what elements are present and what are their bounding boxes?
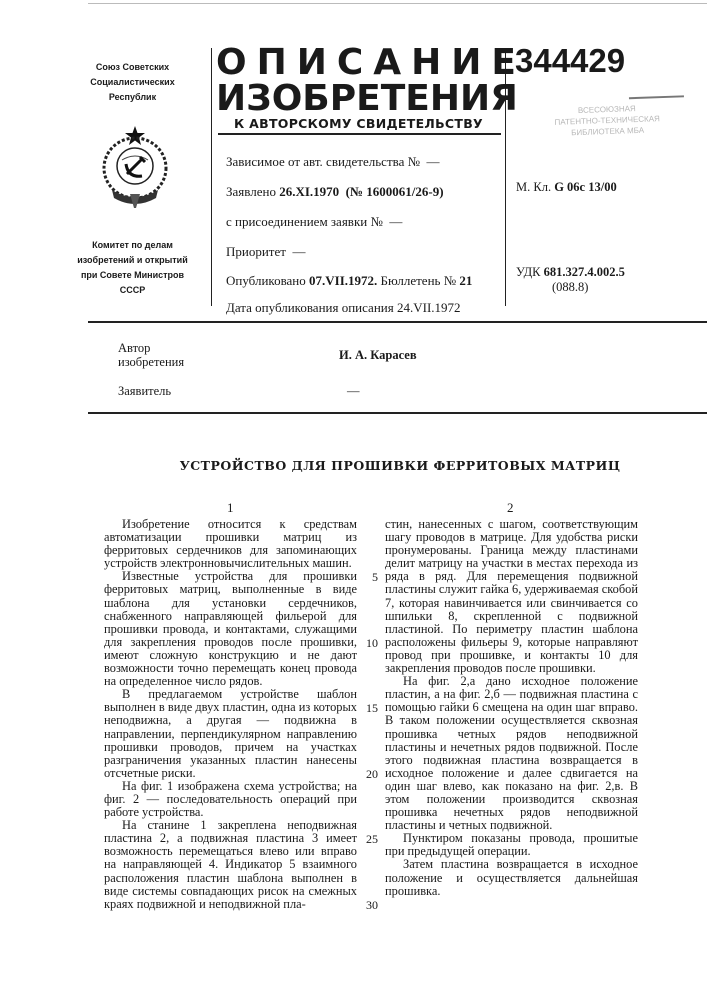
state-label-line: Союз Советских: [60, 60, 205, 75]
paragraph: На фиг. 2,а дано исходное положение пластин, а на фиг. 2,б — подвижная пластина с помощью гайки 6 смещена на один шаг вправо. В таком положении осуществляется сквозная прошивка четных рядов неподвижной пластины и нечетных рядов подвижной. После этого подвижная пластина возвращается в исходное положение и далее сдвигается на один шаг влево, как показано на фиг. 2,в. В этом положении производится сквозная прошивка нечетных рядов неподвижной пластины и четных подвижной.: [385, 675, 638, 832]
bulletin-number: 21: [459, 273, 472, 288]
udc-label: УДК: [516, 265, 540, 279]
priority-row: [226, 244, 305, 260]
published-label: Опубликовано: [226, 273, 306, 288]
ussr-emblem-icon: [100, 124, 170, 216]
dependent-row: [226, 154, 440, 170]
udc-value: 681.327.4.002.5: [544, 265, 625, 279]
text-column-1: [104, 518, 357, 911]
paragraph: На фиг. 1 изображена схема устройства; на фиг. 2 — последовательность операций при работе устройства.: [104, 780, 357, 819]
document-title: УСТРОЙСТВО ДЛЯ ПРОШИВКИ ФЕРРИТОВЫХ МАТРИЦ: [90, 458, 707, 473]
line-number: 10: [360, 636, 378, 651]
line-number: 30: [360, 898, 378, 913]
paragraph: Изобретение относится к средствам автоматизации прошивки матриц из ферритовых сердечников для запоминающих устройств электронновычислительных машин.: [104, 518, 357, 570]
paragraph: стин, нанесенных с шагом, соответствующим шагу проводов в матрице. Для удобства риски пронумерованы. Граница между пластинами делит матрицу на участки в местах перехода из ряда в ряд. Для перемещения подвижной пластины служит гайка 6, удерживаемая скобой 7, которая навинчивается или свинчивается со шпильки 8, скрепленной с подвижной пластиной. По периметру пластин шаблона расположены фильеры 9, которые направляют провод при прошивке, и контакты 10 для закрепления проводов после прошивки.: [385, 518, 638, 675]
paragraph: На станине 1 закреплена неподвижная пластина 2, а подвижная пластина 3 имеет возможность перемещаться влево или вправо на направляющей 4. Индикатор 5 взаимного расположения пластин шаблона выполнен в виде системы совпадающих рисок на смежных краях подвижной и неподвижной пла-: [104, 819, 357, 911]
author-name: И. А. Карасев: [339, 348, 417, 363]
priority-value: —: [292, 244, 305, 259]
column-number: 1: [227, 500, 234, 516]
line-number: 25: [360, 832, 378, 847]
column-number: 2: [507, 500, 514, 516]
udc-extra: (088.8): [516, 280, 625, 295]
paragraph: Затем пластина возвращается в исходное положение и осуществляется дальнейшая прошивка.: [385, 858, 638, 897]
state-label-line: Республик: [60, 90, 205, 105]
applicant-label: Заявитель: [118, 384, 171, 399]
class-label: М. Кл.: [516, 180, 551, 194]
state-label-line: Социалистических: [60, 75, 205, 90]
stamp-line: ВСЕСОЮЗНАЯ: [519, 101, 694, 118]
subtitle-underline: [218, 133, 501, 135]
patent-number: 344429: [515, 42, 625, 80]
title-line-2: ИЗОБРЕТЕНИЯ: [216, 80, 506, 118]
title-line-1: ОПИСАНИЕ: [216, 44, 506, 82]
library-stamp: [519, 95, 696, 161]
filed-row: [226, 184, 444, 200]
joined-value: —: [389, 214, 402, 229]
committee-label: [60, 238, 205, 298]
class-row: [516, 180, 617, 195]
applicant-value: —: [347, 384, 360, 399]
divider-vertical: [211, 48, 212, 306]
description-date-label: Дата опубликования описания: [226, 300, 394, 315]
line-number: 20: [360, 767, 378, 782]
filed-label: Заявлено: [226, 184, 276, 199]
joined-label: с присоединением заявки №: [226, 214, 383, 229]
description-date-row: [226, 300, 461, 316]
paragraph: В предлагаемом устройстве шаблон выполнен в виде двух пластин, одна из которых неподвижна, а другая — подвижна в направлении, перпендикулярном направлению прошивки проводов, причем на участках разграничения указанных пластин нанесены отсчетные риски.: [104, 688, 357, 780]
scan-top-edge: [88, 3, 707, 4]
committee-label-line: изобретений и открытий: [60, 253, 205, 268]
state-label: [60, 60, 205, 105]
priority-label: Приоритет: [226, 244, 286, 259]
udc-row: [516, 265, 625, 280]
author-label: [118, 341, 184, 369]
dependent-value: —: [427, 154, 440, 169]
published-row: [226, 273, 472, 289]
divider-horizontal: [88, 321, 707, 323]
filed-application: (№ 1600061/26-9): [346, 184, 444, 199]
class-value: G 06с 13/00: [554, 180, 617, 194]
text-column-2: [385, 518, 638, 898]
filed-date: 26.XI.1970: [279, 184, 339, 199]
committee-label-line: Комитет по делам: [60, 238, 205, 253]
author-label-line: изобретения: [118, 355, 184, 369]
bulletin-label: Бюллетень №: [381, 273, 457, 288]
divider-horizontal: [88, 412, 707, 414]
udc-block: [516, 265, 625, 295]
joined-row: [226, 214, 402, 230]
line-number: 15: [360, 701, 378, 716]
published-date: 07.VII.1972.: [309, 273, 377, 288]
subtitle: К АВТОРСКОМУ СВИДЕТЕЛЬСТВУ: [216, 116, 501, 131]
paragraph: Пунктиром показаны провода, прошитые при предыдущей операции.: [385, 832, 638, 858]
committee-label-line: СССР: [60, 283, 205, 298]
line-number: 5: [360, 570, 378, 585]
stamp-mark: [629, 95, 684, 99]
author-label-line: Автор: [118, 341, 184, 355]
dependent-label: Зависимое от авт. свидетельства №: [226, 154, 420, 169]
stamp-line: БИБЛИОТЕКА МБА: [520, 123, 695, 140]
paragraph: Известные устройства для прошивки ферритовых матриц, выполненные в виде шаблона для установки сердечников, снабженного направляющей фильерой для прошивки провода, и контактами, служащими для закрепления проводов после прошивки, имеют сложную конструкцию и не дают возможности точно перемещать конец провода на определенное число рядов.: [104, 570, 357, 688]
stamp-line: ПАТЕНТНО-ТЕХНИЧЕСКАЯ: [520, 112, 695, 129]
committee-label-line: при Совете Министров: [60, 268, 205, 283]
description-date: 24.VII.1972: [397, 300, 461, 315]
